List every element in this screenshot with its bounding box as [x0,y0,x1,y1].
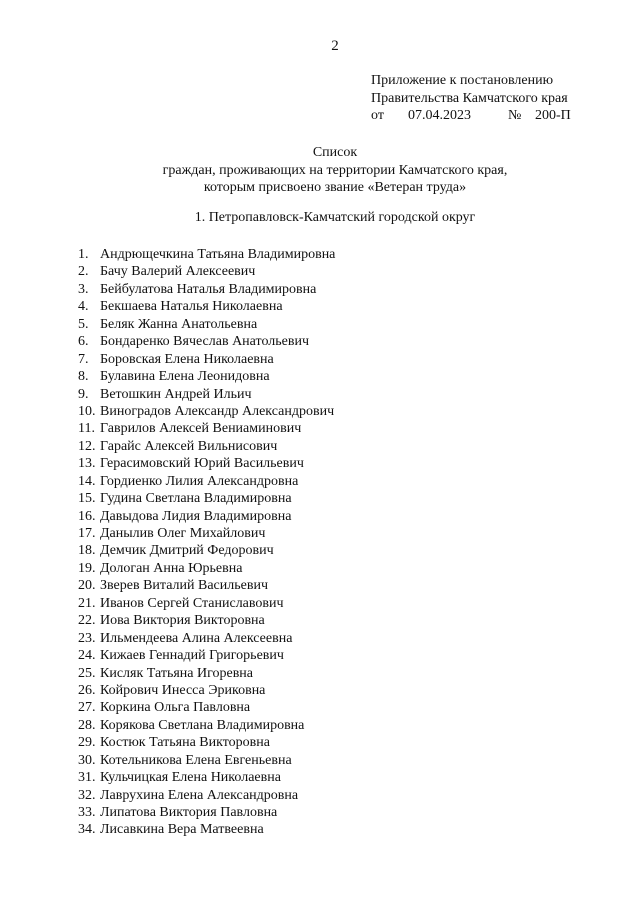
list-item-name: Кисляк Татьяна Игоревна [100,665,254,681]
list-item-number: 34. [78,822,96,838]
list-item-number: 31. [78,770,96,786]
list-item-name: Давыдова Лидия Владимировна [100,508,292,524]
list-item-number: 21. [78,595,96,611]
heading-line-3: которым присвоено звание «Ветеран труда» [203,180,467,195]
list-item-name: Ветошкин Андрей Ильич [100,386,252,402]
list-item [78,577,335,594]
list-item [78,333,335,350]
list-item [78,560,335,577]
list-item-name: Костюк Татьяна Викторовна [100,735,270,751]
list-item-number: 28. [78,717,96,733]
list-item [78,804,335,821]
list-item-number: 32. [78,787,96,803]
list-item-name: Коркина Ольга Павловна [100,700,251,716]
list-item [78,821,335,838]
list-item-name: Гудина Светлана Владимировна [100,491,292,507]
list-item-number: 6. [78,334,89,350]
from-label: от [371,108,384,123]
list-item [78,525,335,542]
list-item [78,403,335,420]
list-item-name: Кижаев Геннадий Григорьевич [100,648,284,664]
list-item-name: Корякова Светлана Владимировна [100,717,305,733]
list-item-name: Иова Виктория Викторовна [100,613,265,629]
list-item [78,473,335,490]
list-item-number: 23. [78,630,96,646]
list-item [78,595,335,612]
list-item-name: Бачу Валерий Алексеевич [100,264,256,280]
list-item-number: 25. [78,665,96,681]
list-item-number: 22. [78,613,96,629]
list-item-number: 7. [78,351,89,367]
list-item-name: Койрович Инесса Эриковна [100,682,266,698]
list-item-name: Зверев Виталий Васильевич [100,578,268,594]
list-item-name: Лисавкина Вера Матвеевна [100,822,264,838]
page-number: 2 [331,38,339,54]
list-item [78,438,335,455]
list-item [78,316,335,333]
list-item-number: 26. [78,682,96,698]
list-item-number: 20. [78,578,96,594]
list-item-name: Гарайс Алексей Вильнисович [100,438,278,454]
list-item [78,508,335,525]
list-item [78,752,335,769]
heading-title: Список [312,145,358,160]
list-item [78,281,335,298]
section-title: 1. Петропавловск-Камчатский городской округ [194,210,476,225]
list-item-number: 14. [78,473,96,489]
list-item-name: Гаврилов Алексей Вениаминович [100,421,302,437]
list-item [78,246,335,263]
number-sign: № [508,108,522,123]
list-item [78,699,335,716]
list-item-name: Булавина Елена Леонидовна [100,369,270,385]
appendix-line-1: Приложение к постановлению [371,73,554,88]
list-item-number: 13. [78,456,96,472]
appendix-line-2: Правительства Камчатского края [371,90,568,106]
list-item-name: Липатова Виктория Павловна [100,805,278,820]
list-item [78,490,335,507]
list-item-name: Гордиенко Лилия Александровна [100,473,299,489]
list-item-name: Герасимовский Юрий Васильевич [100,456,304,472]
list-item [78,351,335,368]
list-item-name: Котельникова Елена Евгеньевна [100,752,292,768]
list-item-number: 3. [78,281,89,297]
resolution-date: 07.04.2023 [408,108,471,123]
list-item [78,263,335,280]
list-item [78,612,335,629]
list-item-name: Андрющечкина Татьяна Владимировна [100,247,336,262]
list-item-name: Боровская Елена Николаевна [100,351,274,367]
list-item-name: Дологан Анна Юрьевна [100,560,243,576]
list-item-number: 16. [78,508,96,524]
list-item-number: 17. [78,526,96,541]
list-item-number: 29. [78,735,96,751]
list-item-name: Иванов Сергей Станиславович [100,595,284,611]
list-item-number: 11. [78,421,95,437]
list-item-name: Виноградов Александр Александрович [100,403,335,419]
list-item [78,665,335,682]
list-item-number: 15. [78,491,96,507]
person-list [78,246,335,839]
document-heading [0,144,640,197]
list-item-number: 9. [78,386,89,402]
list-item-name: Бекшаева Наталья Николаевна [100,299,283,315]
list-item-name: Ильмендеева Алина Алексеевна [100,630,293,646]
list-item-number: 2. [78,264,89,280]
list-item-number: 18. [78,543,96,559]
list-item-number: 10. [78,403,96,419]
appendix-date-line [371,107,571,125]
list-item-number: 8. [78,369,89,385]
list-item [78,647,335,664]
list-item [78,455,335,472]
list-item-number: 30. [78,752,96,768]
list-item [78,734,335,751]
list-item [78,630,335,647]
list-item-number: 5. [78,316,89,332]
list-item [78,682,335,699]
list-item-name: Данылив Олег Михайлович [100,526,266,541]
list-item-name: Демчик Дмитрий Федорович [100,543,274,559]
list-item [78,717,335,734]
list-item-number: 4. [78,299,89,315]
list-item [78,386,335,403]
list-item-number: 33. [78,805,96,820]
heading-line-2: граждан, проживающих на территории Камчатского края, [162,162,508,178]
list-item [78,368,335,385]
list-item [78,787,335,804]
list-item-name: Бейбулатова Наталья Владимировна [100,281,317,297]
list-item [78,420,335,437]
appendix-header [371,72,571,125]
list-item-name: Лаврухина Елена Александровна [100,787,299,803]
list-item-number: 12. [78,438,96,454]
list-item-number: 24. [78,648,96,664]
list-item-number: 27. [78,700,96,716]
list-item [78,298,335,315]
resolution-number: 200-П [535,108,571,123]
list-item-name: Беляк Жанна Анатольевна [100,316,258,332]
list-item [78,542,335,559]
list-item-number: 19. [78,560,96,576]
list-item [78,769,335,786]
list-item-name: Кульчицкая Елена Николаевна [100,770,281,786]
list-item-number: 1. [78,247,89,262]
list-item-name: Бондаренко Вячеслав Анатольевич [100,334,310,350]
